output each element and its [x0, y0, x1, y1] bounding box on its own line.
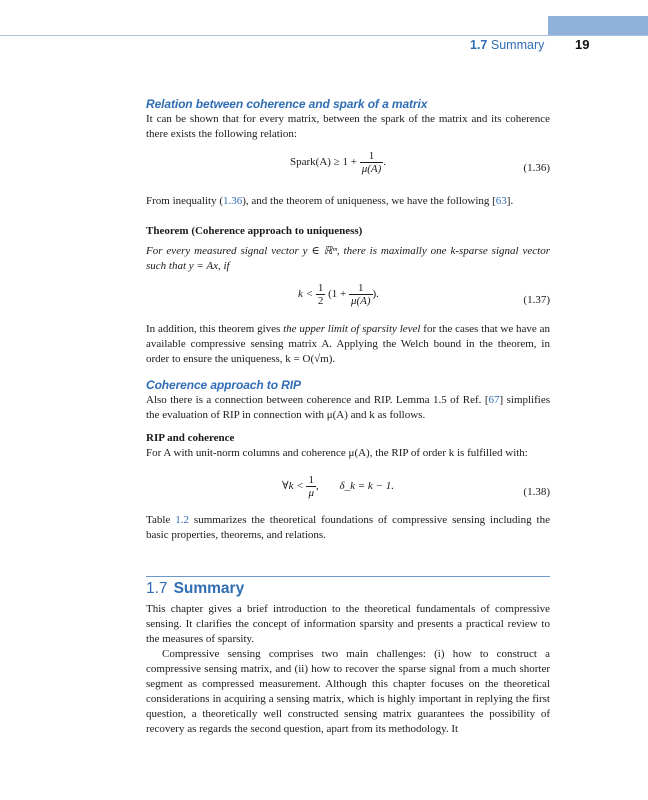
equation-1-38: ∀k < $\frac{1}{\mu}$ , δ_k = k − 1. (1.38) — [282, 474, 550, 499]
theorem-text: For every measured signal vector y ∈ ℝᵐ, there is maximally one k-sparse signal vector such that y = Ax, if — [146, 245, 550, 272]
equation-1-36: Spark(A) ≥ 1 + $\frac{1}{\mu(A)}$ . (1.36) — [290, 150, 550, 175]
upper-limit-paragraph: In addition, this theorem gives the upper limit of sparsity level for the cases that we have an available compressive sensing matrix A. Applying the Welch bound in the theorem, in order to ensure the uniqueness, k = O(√m). — [146, 323, 550, 365]
page-number: 19 — [575, 37, 590, 52]
running-head-number: 1.7 — [470, 38, 488, 52]
section-rule — [146, 576, 550, 577]
paragraph-text: Also there is a connection between coherence and RIP. Lemma 1.5 of Ref. [67] simplifies the evaluation of RIP in connection with μ(A) and k as follows. — [146, 394, 550, 421]
eq-lhs: ∀k < — [282, 480, 304, 493]
paragraph-title: Coherence approach to RIP — [146, 378, 301, 392]
summary-body — [146, 602, 550, 737]
eq-half: $\frac{1}{2}$ — [317, 282, 324, 307]
equation-number: (1.37) — [523, 294, 550, 306]
header-accent-bar — [548, 16, 648, 36]
rip-coherence-block — [146, 431, 550, 461]
eq-fraction: $\frac{1}{\mu(A)}$ — [361, 150, 382, 175]
theorem-block — [146, 224, 550, 274]
citation-link[interactable]: 63 — [495, 195, 507, 207]
section-name: Summary — [173, 580, 245, 597]
paragraph-title: Relation between coherence and spark of a matrix — [146, 97, 428, 111]
coherence-rip-paragraph — [146, 378, 550, 423]
equation-1-37: k < $\frac{1}{2}$ (1 + $\frac{1}{\mu(A)}$ ). (1.37) — [298, 282, 550, 307]
header-rule — [0, 35, 648, 36]
eq-lhs: Spark(A) ≥ 1 + — [290, 156, 357, 169]
running-head-title: Summary — [490, 38, 545, 52]
inequality-paragraph: From inequality (1.36), and the theorem of uniqueness, we have the following [63]. — [146, 195, 514, 207]
equation-link[interactable]: 1.36 — [223, 195, 243, 207]
theorem-title: Theorem (Coherence approach to uniqueness) — [146, 225, 363, 237]
equation-number: (1.36) — [523, 162, 550, 174]
section-number: 1.7 — [146, 580, 168, 597]
table-link[interactable]: 1.2 — [175, 514, 189, 526]
eq-fraction: $\frac{1}{\mu(A)}$ — [350, 282, 371, 307]
coherence-spark-paragraph — [146, 97, 550, 142]
rip-text: For A with unit-norm columns and coherence μ(A), the RIP of order k is fulfilled with: — [146, 447, 528, 459]
eq-lhs: k < — [298, 288, 314, 301]
running-head — [470, 38, 544, 52]
equation-number: (1.38) — [523, 486, 550, 498]
paragraph-text: It can be shown that for every matrix, between the spark of the matrix and its coherence there exists the following relation: — [146, 113, 550, 140]
eq-fraction: $\frac{1}{\mu}$ — [308, 474, 314, 499]
emphasis-text: the upper limit of sparsity level — [283, 323, 421, 335]
summary-paragraph-1: This chapter gives a brief introduction to the theoretical fundamentals of compressive sensing. It clarifies the concept of information sparsity and presents a practical review to the measures of sparsity. — [146, 603, 550, 645]
summary-paragraph-2: Compressive sensing comprises two main challenges: (i) how to construct a compressive sensing matrix, and (ii) how to recover the sparse signal from a much shorter segment as compressed measurement. Although this chapter focuses on the theoretical considerations in acquiring a sensing matrix, which is highly important in replying the first question, a theoretically well constructed sensing matrix guarantees the possibility of recovery as regards the second question, apart from its methodology. It — [146, 648, 550, 735]
citation-link[interactable]: 67 — [488, 394, 500, 406]
table-summary-paragraph: Table 1.2 summarizes the theoretical foundations of compressive sensing including the basic properties, theorems, and relations. — [146, 514, 550, 541]
eq-rhs: δ_k = k − 1. — [339, 480, 394, 493]
section-title — [146, 580, 244, 598]
rip-title: RIP and coherence — [146, 432, 235, 444]
